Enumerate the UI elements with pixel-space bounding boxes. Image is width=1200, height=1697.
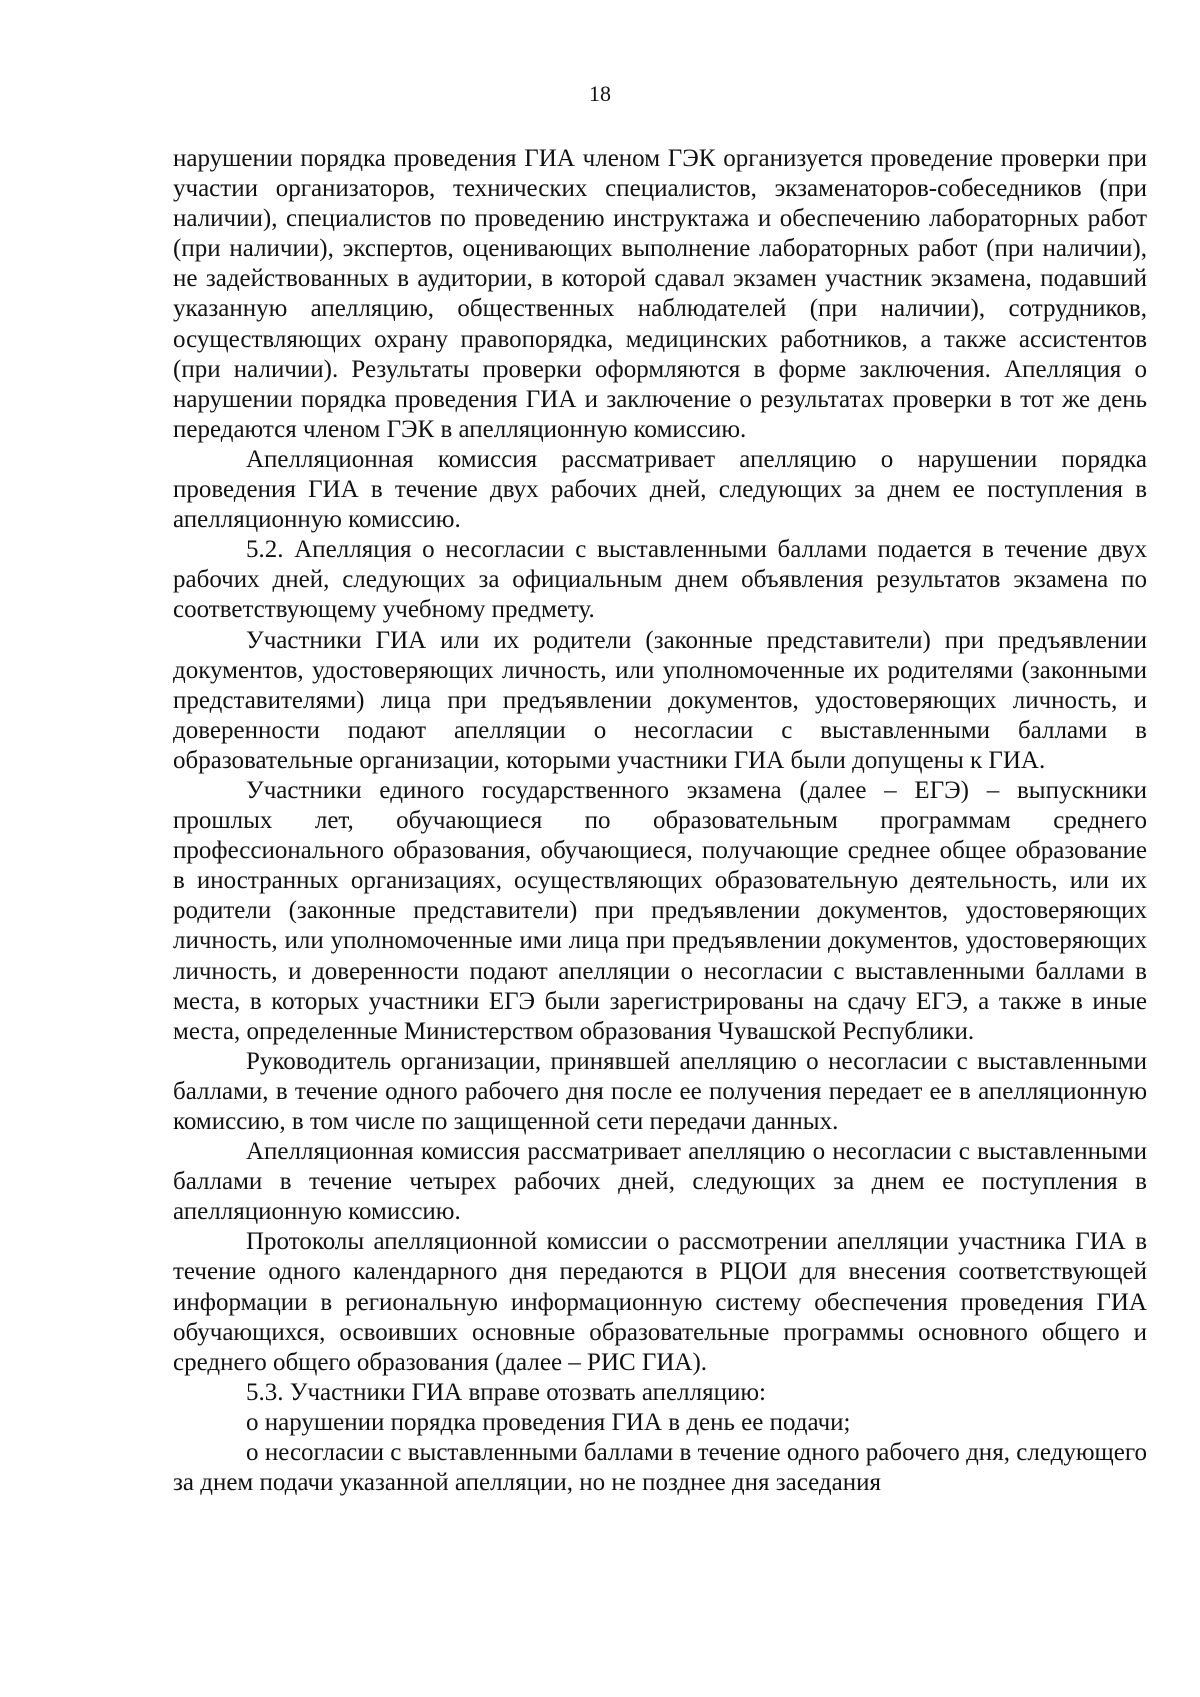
paragraph: Протоколы апелляционной комиссии о рассмотрении апелляции участника ГИА в течение одного календарного дня передаются в РЦОИ для внесения соответствующей информации в региональную информационную систему обеспечения проведения ГИА обучающихся, освоивших основные образовательные программы основного общего и среднего общего образования (далее – РИС ГИА). — [173, 1228, 1147, 1376]
paragraph: о нарушении порядка проведения ГИА в день ее подачи; — [246, 1408, 851, 1436]
paragraph: 5.3. Участники ГИА вправе отозвать апелляцию: — [246, 1378, 766, 1406]
page-number: 18 — [589, 81, 611, 106]
paragraph: Участники ГИА или их родители (законные представители) при предъявлении документов, удостоверяющих личность, или уполномоченные их родителями (законными представителями) лица при предъявлении документов, удостоверяющих личность, и доверенности подают апелляции о несогласии с выставленными баллами в образовательные организации, которыми участники ГИА были допущены к ГИА. — [173, 626, 1147, 774]
paragraph: Апелляционная комиссия рассматривает апелляцию о несогласии с выставленными баллами в течение четырех рабочих дней, следующих за днем ее поступления в апелляционную комиссию. — [173, 1138, 1147, 1226]
paragraph: 5.2. Апелляция о несогласии с выставленными баллами подается в течение двух рабочих дней, следующих за официальным днем объявления результатов экзамена по соответствующему учебному предмету. — [173, 536, 1147, 624]
paragraph: Апелляционная комиссия рассматривает апелляцию о нарушении порядка проведения ГИА в течение двух рабочих дней, следующих за днем ее поступления в апелляционную комиссию. — [173, 445, 1147, 534]
paragraph: Руководитель организации, принявшей апелляцию о несогласии с выставленными баллами, в течение одного рабочего дня после ее получения передает ее в апелляционную комиссию, в том числе по защищенной сети передачи данных. — [173, 1047, 1147, 1135]
body-text — [173, 144, 1147, 1498]
paragraph: Участники единого государственного экзамена (далее – ЕГЭ) – выпускники прошлых лет, обучающиеся по образовательным программам среднего профессионального образования, обучающиеся, получающие среднее общее образование в иностранных организациях, осуществляющих образовательную деятельность, или их родители (законные представители) при предъявлении документов, удостоверяющих личность, или уполномоченные ими лица при предъявлении документов, удостоверяющих личность, и доверенности подают апелляции о несогласии с выставленными баллами в места, в которых участники ЕГЭ были зарегистрированы на сдачу ЕГЭ, а также в иные места, определенные Министерством образования Чувашской Республики. — [173, 776, 1147, 1045]
paragraph: о несогласии с выставленными баллами в течение одного рабочего дня, следующего за днем подачи указанной апелляции, но не позднее дня заседания — [173, 1439, 1147, 1497]
paragraph: нарушении порядка проведения ГИА членом ГЭК организуется проведение проверки при участии организаторов, технических специалистов, экзаменаторов-собеседников (при наличии), специалистов по проведению инструктажа и обеспечению лабораторных работ (при наличии), экспертов, оценивающих выполнение лабораторных работ (при наличии), не задействованных в аудитории, в которой сдавал экзамен участник экзамена, подавший указанную апелляцию, общественных наблюдателей (при наличии), сотрудников, осуществляющих охрану правопорядка, медицинских работников, а также ассистентов (при наличии). Результаты проверки оформляются в форме заключения. Апелляция о нарушении порядка проведения ГИА и заключение о результатах проверки в тот же день передаются членом ГЭК в апелляционную комиссию. — [173, 145, 1147, 443]
